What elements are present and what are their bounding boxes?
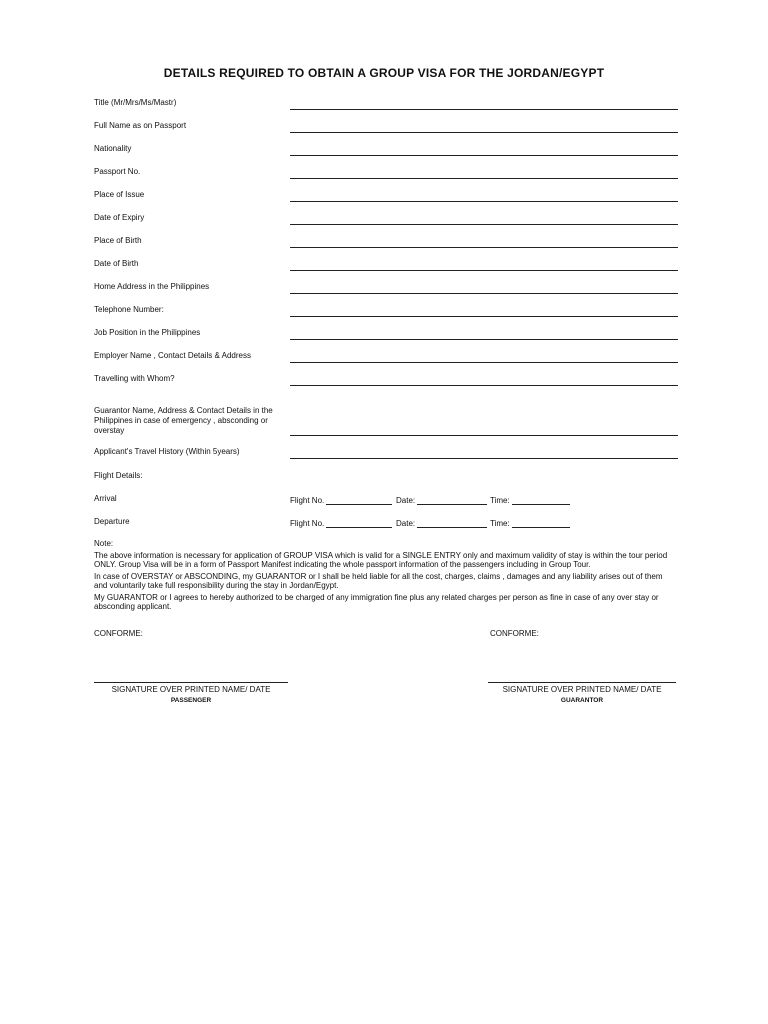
field-line[interactable] [290,178,678,179]
field-line[interactable] [290,201,678,202]
field-row-home-address [94,272,678,294]
field-line[interactable] [290,293,678,294]
flight-row-label: Arrival [94,494,117,503]
signature-role-passenger: PASSENGER [170,697,212,704]
field-label: Job Position in the Philippines [94,328,201,337]
field-label: Place of Issue [94,190,145,199]
field-label: Full Name as on Passport [94,121,187,130]
field-label: Telephone Number: [94,305,164,314]
time-label: Time: [490,519,510,528]
note-paragraph: In case of OVERSTAY or ABSCONDING, my GUARANTOR or I shall be held liable for all the cost, charges, claims , damages and any liability arises out of them and voluntarily take full responsibility during the stay in Jordan/Egypt. [94,571,663,590]
field-row-job-position [94,318,678,340]
time-field [490,517,570,528]
flight-no-label: Flight No. [290,519,325,528]
field-row-guarantor [94,400,678,436]
time-line[interactable] [512,494,570,505]
field-row-date-of-birth [94,249,678,271]
field-row-telephone [94,295,678,317]
field-line[interactable] [290,458,678,459]
field-row-travel-history [94,437,678,459]
field-label: Nationality [94,144,132,153]
field-label: Place of Birth [94,236,142,245]
flight-no-label: Flight No. [290,496,325,505]
flight-row-label: Departure [94,517,130,526]
field-line[interactable] [290,435,678,436]
field-line[interactable] [290,132,678,133]
field-line[interactable] [290,247,678,248]
field-line[interactable] [290,109,678,110]
signature-caption-guarantor: SIGNATURE OVER PRINTED NAME/ DATE [502,685,662,694]
flight-no-field [290,494,392,505]
field-label: Home Address in the Philippines [94,282,210,291]
date-line[interactable] [417,494,487,505]
field-row-nationality [94,134,678,156]
conforme-label-left: CONFORME: [94,629,143,638]
note-paragraph: My GUARANTOR or I agrees to hereby authorized to be charged of any immigration fine plus any related charges per person as fine in case of any over stay or absconding applicant. [94,592,659,611]
flight-no-field [290,517,392,528]
field-label: Applicant's Travel History (Within 5years) [94,447,240,456]
signature-line-passenger[interactable] [94,682,288,683]
field-label: Guarantor Name, Address & Contact Details in the Philippines in case of emergency , absconding or overstay [94,406,273,435]
field-line[interactable] [290,316,678,317]
field-line[interactable] [290,385,678,386]
field-label: Employer Name , Contact Details & Address [94,351,251,360]
time-line[interactable] [512,517,570,528]
date-field [396,494,487,505]
flight-row-departure [94,517,678,531]
note-section [94,539,674,614]
date-label: Date: [396,519,416,528]
field-label: Date of Expiry [94,213,145,222]
date-field [396,517,487,528]
field-row-date-of-expiry [94,203,678,225]
field-row-passport-no [94,157,678,179]
signature-role-guarantor: GUARANTOR [560,697,604,704]
date-line[interactable] [417,517,487,528]
field-row-place-of-birth [94,226,678,248]
field-row-place-of-issue [94,180,678,202]
flight-details-heading: Flight Details: [94,471,143,480]
time-label: Time: [490,496,510,505]
signature-caption-passenger: SIGNATURE OVER PRINTED NAME/ DATE [111,685,271,694]
date-label: Date: [396,496,416,505]
field-line[interactable] [290,362,678,363]
field-label: Title (Mr/Mrs/Ms/Mastr) [94,98,177,107]
field-row-employer [94,341,678,363]
field-row-travelling-with [94,364,678,386]
field-label: Passport No. [94,167,141,176]
field-row-title [94,88,678,110]
field-label: Travelling with Whom? [94,374,175,383]
field-line[interactable] [290,155,678,156]
field-row-full-name [94,111,678,133]
note-heading: Note: [94,539,114,548]
field-line[interactable] [290,270,678,271]
flight-row-arrival [94,494,678,508]
signature-line-guarantor[interactable] [488,682,676,683]
note-paragraph: The above information is necessary for application of GROUP VISA which is valid for a SINGLE ENTRY only and maximum validity of stay is within the tour period ONLY. Group Visa will be in a form of Passport Manifest indicating the whole passport information of the passengers including in Group Tour. [94,550,668,569]
field-line[interactable] [290,224,678,225]
flight-no-line[interactable] [326,517,392,528]
flight-no-line[interactable] [326,494,392,505]
field-label: Date of Birth [94,259,139,268]
field-line[interactable] [290,339,678,340]
time-field [490,494,570,505]
form-title: DETAILS REQUIRED TO OBTAIN A GROUP VISA FOR THE JORDAN/EGYPT [163,66,605,80]
conforme-label-right: CONFORME: [490,629,539,638]
